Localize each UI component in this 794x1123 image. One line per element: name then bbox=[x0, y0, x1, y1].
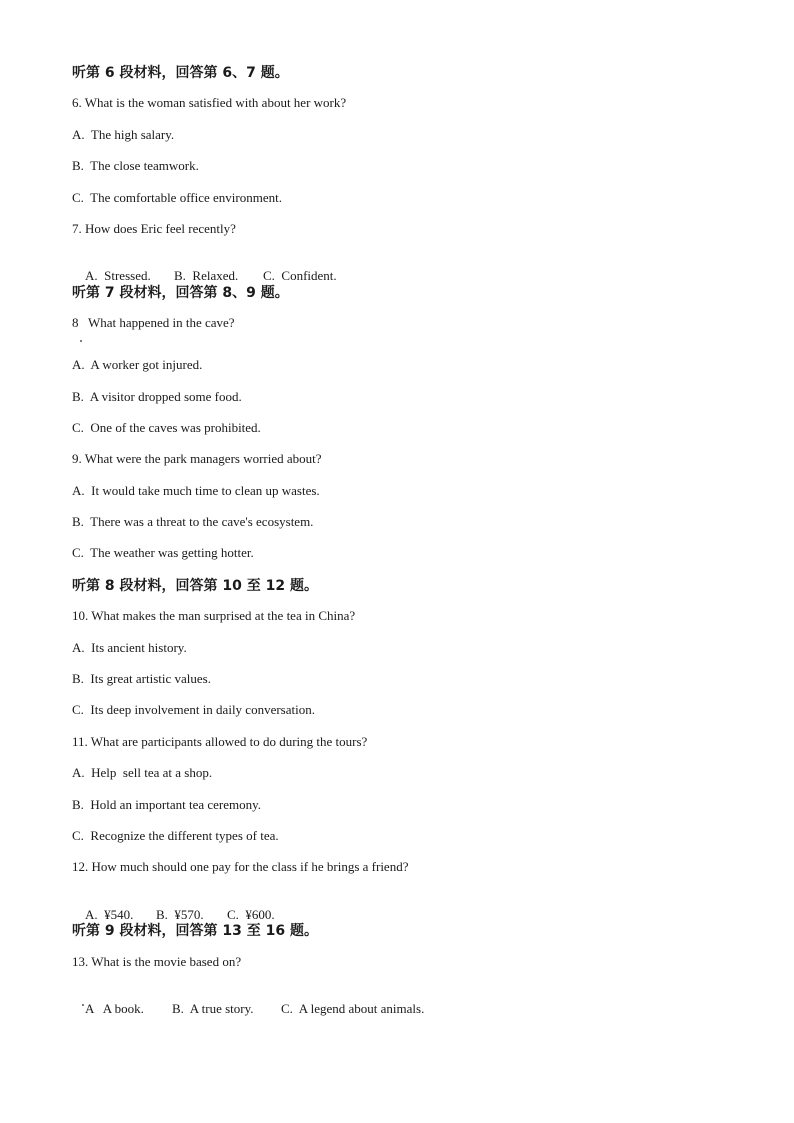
option-10a: A. Its ancient history. bbox=[72, 639, 187, 655]
scan-dot bbox=[82, 1004, 84, 1006]
question-9: 9. What were the park managers worried about? bbox=[72, 451, 322, 467]
options-13 bbox=[72, 985, 752, 1016]
option-12c: C. ¥600. bbox=[227, 906, 275, 922]
option-11c: C. Recognize the different types of tea. bbox=[72, 827, 279, 843]
option-11a: A. Help sell tea at a shop. bbox=[72, 765, 213, 781]
options-7 bbox=[72, 252, 752, 284]
question-7: 7. How does Eric feel recently? bbox=[72, 220, 236, 236]
options-12 bbox=[72, 891, 752, 922]
question-13: 13. What is the movie based on? bbox=[72, 953, 242, 969]
section-heading: 听第 9 段材料，回答第 13 至 16 题。 bbox=[72, 923, 318, 940]
question-6: 6. What is the woman satisfied with about her work? bbox=[72, 95, 347, 111]
option-7a: A. Stressed. bbox=[85, 268, 151, 284]
option-12b: B. ¥570. bbox=[156, 906, 204, 922]
option-11b: B. Hold an important tea ceremony. bbox=[72, 796, 262, 812]
option-9a: A. It would take much time to clean up wastes. bbox=[72, 482, 320, 498]
option-9b: B. There was a threat to the cave's ecosystem. bbox=[72, 514, 314, 530]
question-11: 11. What are participants allowed to do during the tours? bbox=[72, 733, 368, 749]
option-6a: A. The high salary. bbox=[72, 126, 175, 142]
option-8a: A. A worker got injured. bbox=[72, 357, 203, 373]
option-10b: B. Its great artistic values. bbox=[72, 671, 211, 687]
option-7c: C. Confident. bbox=[263, 268, 337, 284]
question-12: 12. How much should one pay for the class if he brings a friend? bbox=[72, 859, 409, 875]
section-heading: 听第 8 段材料，回答第 10 至 12 题。 bbox=[72, 577, 318, 594]
option-12a: A. ¥540. bbox=[85, 906, 134, 922]
scan-dot bbox=[80, 340, 82, 342]
option-6b: B. The close teamwork. bbox=[72, 158, 199, 174]
option-8c: C. One of the caves was prohibited. bbox=[72, 419, 261, 435]
option-13a: A A book. bbox=[85, 1000, 144, 1016]
option-7b: B. Relaxed. bbox=[174, 268, 239, 284]
option-13c: C. A legend about animals. bbox=[281, 1000, 425, 1016]
exam-page bbox=[72, 64, 752, 1016]
option-9c: C. The weather was getting hotter. bbox=[72, 545, 254, 561]
question-8: 8 What happened in the cave? bbox=[72, 315, 235, 331]
option-8b: B. A visitor dropped some food. bbox=[72, 388, 242, 404]
option-13b: B. A true story. bbox=[172, 1000, 254, 1016]
option-6c: C. The comfortable office environment. bbox=[72, 189, 282, 205]
option-10c: C. Its deep involvement in daily conversation. bbox=[72, 702, 315, 718]
section-heading: 听第 7 段材料，回答第 8、9 题。 bbox=[72, 284, 289, 301]
section-heading: 听第 6 段材料，回答第 6、7 题。 bbox=[72, 65, 289, 81]
question-10: 10. What makes the man surprised at the tea in China? bbox=[72, 608, 356, 624]
